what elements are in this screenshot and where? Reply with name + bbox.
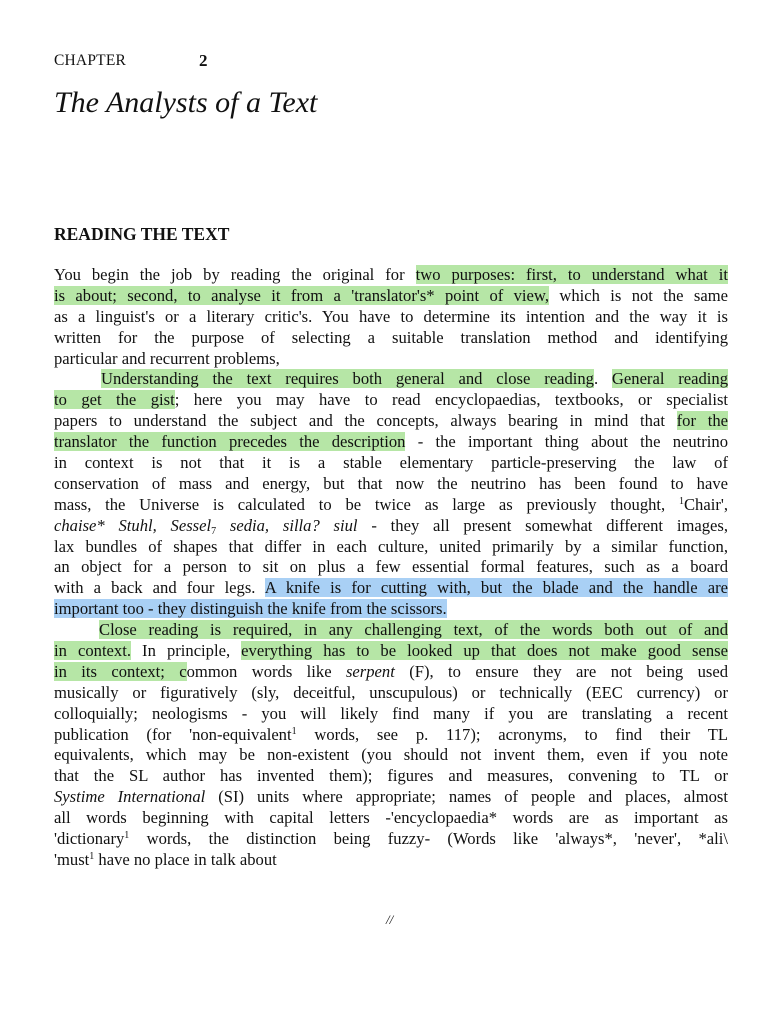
text-line: mass, the Universe is calculated to be twice as large as previously thought, $^1$Chair', (54, 494, 728, 514)
text-line: publication (for 'non-equivalent$^1$ words, see p. 117); acronyms, to find their TL (54, 724, 728, 744)
footnote-mark: 1 (89, 850, 95, 862)
highlight-green: everything has to be looked up that does not make good sense (241, 641, 728, 661)
text-line: chaise* Stuhl, Sessel$_7$ sedia, silla? siul - they all present somewhat different images, (54, 515, 728, 537)
text-line: an object for a person to sit on plus a few essential formal features, such as a board (54, 557, 728, 577)
text-line: in context. In principle, everything has to be looked up that does not make good sense (54, 641, 728, 661)
text-line: 'must$^1$ have no place in talk about (54, 849, 277, 869)
chapter-label: CHAPTER (54, 52, 127, 69)
footnote-mark: 1 (291, 725, 297, 737)
text-line: all words beginning with capital letters -'encyclopaedia* words are as important as (54, 808, 728, 828)
subscript-mark: 7 (211, 525, 217, 537)
text-line: musically or figuratively (sly, deceitful, unscupulous) or technically (EEC currency) or (54, 682, 728, 702)
text-line: translator the function precedes the description - the important thing about the neutrino (54, 432, 728, 452)
text-line (54, 599, 728, 620)
text-line: 'dictionary$^1$ words, the distinction being fuzzy- (Words like 'always*, 'never', *ali\ (54, 829, 728, 849)
text-line: conservation of mass and energy, but that now the neutrino has been found to have (54, 473, 728, 493)
chapter-number: 2 (199, 51, 208, 70)
highlight-green: in context. (54, 641, 131, 661)
text-line: is about; second, to analyse it from a 'translator's* point of view, which is not the same (54, 285, 728, 305)
highlight-green: translator the function precedes the description (54, 432, 406, 452)
footnote-mark: 1 (678, 495, 684, 507)
text-line: to get the gist; here you may have to read encyclopaedias, textbooks, or specialist (54, 390, 729, 410)
footnote-mark: 1 (124, 830, 130, 842)
text-line: equivalents, which may be non-existent (you should not invent them, even if you note (54, 745, 728, 765)
text-line: in context is not that it is a stable elementary particle-preserving the law of (54, 453, 728, 473)
highlight-blue: A knife is for cutting with, but the blade and the handle are (264, 578, 728, 598)
section-heading: READING THE TEXT (54, 224, 230, 244)
page-marker: // (386, 912, 394, 927)
text-line: in its context; common words like serpent (F), to ensure they are not being used (54, 661, 728, 681)
text-line: with a back and four legs. A knife is for cutting with, but the blade and the handle are (54, 578, 728, 598)
highlight-green: in its context; c (54, 661, 187, 681)
highlight-green: for the (676, 411, 728, 431)
text-line: You begin the job by reading the original for two purposes: first, to understand what it (54, 265, 728, 284)
text-line: written for the purpose of selecting a suitable translation method and identifying (54, 327, 728, 347)
highlight-green: is about; second, to analyse it from a 'translator's* point of view, (54, 285, 549, 305)
text-line: Understanding the text requires both general and close reading. General reading (101, 369, 729, 389)
chapter-title: The Analysts of a Text (54, 86, 318, 119)
highlight-blue: important too - they distinguish the knife from the scissors. (54, 599, 447, 619)
highlight-green: General reading (611, 369, 729, 389)
text-line: papers to understand the subject and the concepts, always bearing in mind that for the (54, 411, 728, 431)
highlight-green: Understanding the text requires both general and close reading (101, 369, 594, 389)
text-line: lax bundles of shapes that differ in each culture, united primarily by a similar function, (54, 536, 728, 556)
highlight-green: Close reading is required, in any challenging text, of the words both out of and (99, 620, 728, 640)
text-line: that the SL author has invented them); figures and measures, convening to TL or (54, 766, 728, 786)
text-line: Systime International (SI) units where appropriate; names of people and places, almost (54, 787, 728, 807)
text-line (54, 620, 728, 641)
text-line: as a linguist's or a literary critic's. You have to determine its intention and the way it is (54, 306, 728, 326)
text-line: colloquially; neologisms - you will likely find many if you are translating a recent (54, 703, 728, 723)
text-line: particular and recurrent problems, (54, 348, 280, 368)
highlight-green: to get the gist (54, 390, 175, 410)
body-text (54, 265, 728, 871)
highlight-green: two purposes: first, to understand what it (415, 265, 728, 284)
